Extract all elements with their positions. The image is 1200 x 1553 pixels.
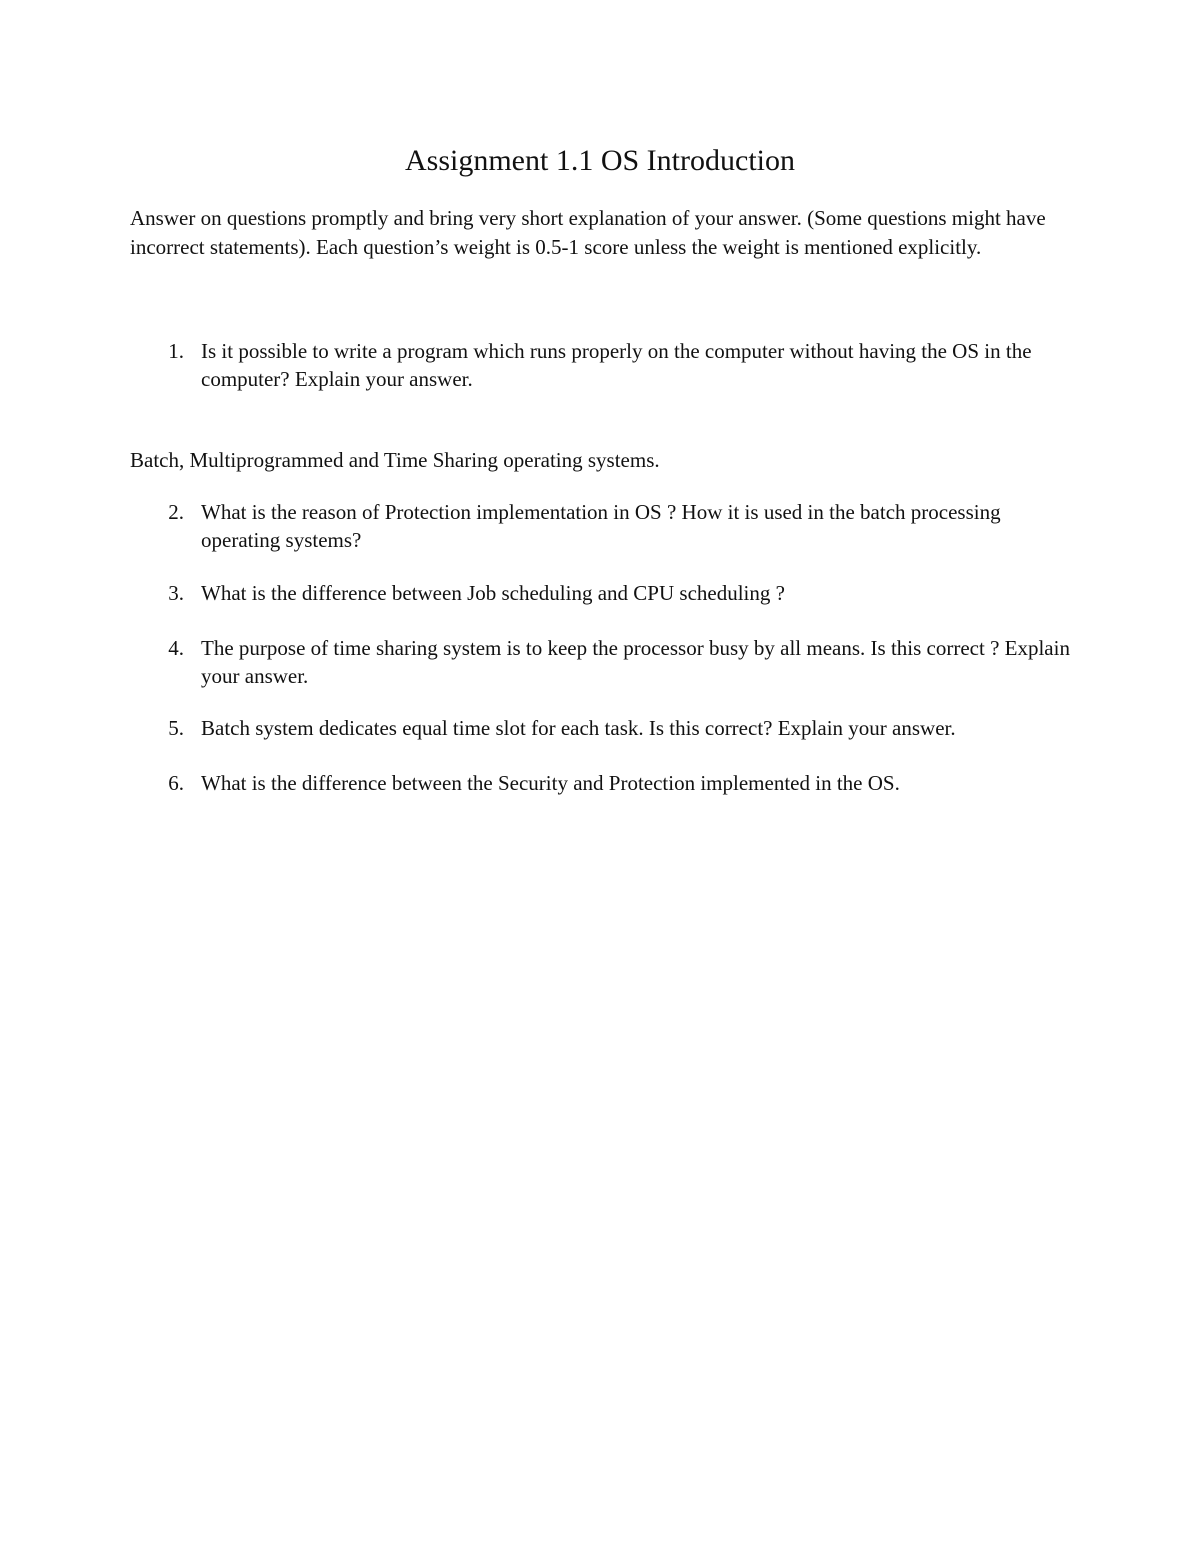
question-number: 6. — [168, 771, 184, 795]
question-item — [130, 634, 1070, 690]
section-heading: Batch, Multiprogrammed and Time Sharing operating systems. — [130, 448, 660, 472]
question-item — [130, 337, 1070, 393]
question-number: 4. — [168, 636, 184, 660]
question-text: Batch system dedicates equal time slot for each task. Is this correct? Explain your answer. — [201, 716, 956, 740]
question-item — [130, 714, 1070, 742]
question-text: What is the difference between the Security and Protection implemented in the OS. — [201, 771, 900, 795]
question-item — [130, 579, 1070, 607]
question-text: Is it possible to write a program which runs properly on the computer without having the OS in the computer? Explain your answer. — [201, 339, 1032, 391]
question-text: What is the difference between Job scheduling and CPU scheduling ? — [201, 581, 785, 605]
question-number: 2. — [168, 500, 184, 524]
question-number: 5. — [168, 716, 184, 740]
question-text: The purpose of time sharing system is to keep the processor busy by all means. Is this correct ? Explain your answer. — [201, 636, 1070, 688]
question-item — [130, 498, 1070, 554]
question-number: 1. — [168, 339, 184, 363]
question-item — [130, 769, 1070, 797]
document-title: Assignment 1.1 OS Introduction — [405, 144, 795, 177]
instructions-paragraph: Answer on questions promptly and bring very short explanation of your answer. (Some questions might have incorrect statements). Each question’s weight is 0.5-1 score unless the weight is mentioned explicitly. — [130, 206, 1046, 259]
question-text: What is the reason of Protection implementation in OS ? How it is used in the batch processing operating systems? — [201, 500, 1001, 552]
question-number: 3. — [168, 581, 184, 605]
